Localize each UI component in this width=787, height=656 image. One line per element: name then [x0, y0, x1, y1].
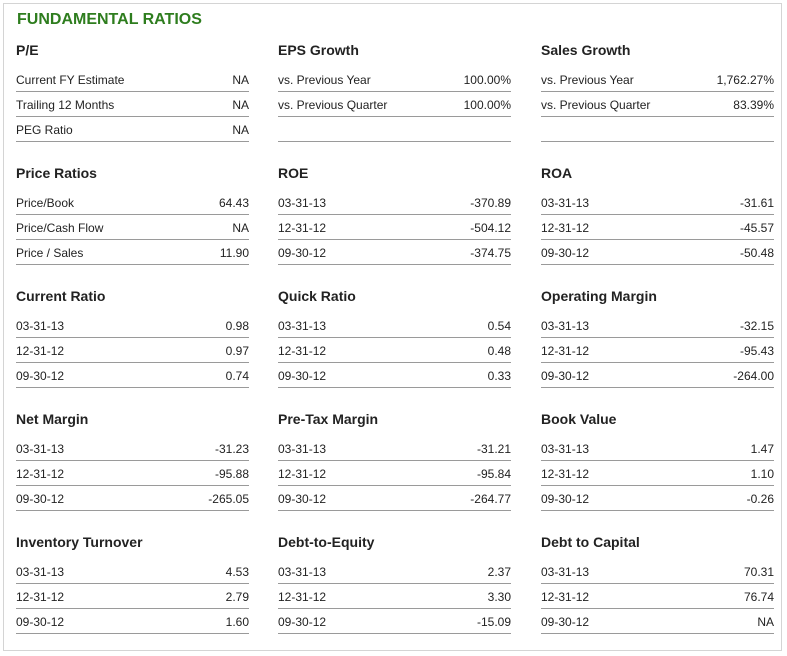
ratio-value: 4.53 [225, 565, 249, 579]
section-rows [16, 436, 249, 511]
ratio-row [541, 436, 774, 461]
ratio-row [16, 67, 249, 92]
section-rows [16, 313, 249, 388]
section-heading: Price Ratios [16, 165, 97, 181]
ratio-value: -264.77 [470, 492, 511, 506]
ratio-value: NA [232, 73, 249, 87]
section-heading: Quick Ratio [278, 288, 356, 304]
section-rows [278, 190, 511, 265]
ratio-row [541, 92, 774, 117]
ratio-value: 0.98 [225, 319, 249, 333]
section-heading: Pre-Tax Margin [278, 411, 379, 427]
ratio-row [16, 363, 249, 388]
ratio-row [16, 92, 249, 117]
ratio-label: 09-30-12 [541, 369, 590, 383]
ratio-label: Trailing 12 Months [16, 98, 115, 112]
ratio-row [16, 190, 249, 215]
ratio-label: 12-31-12 [278, 344, 327, 358]
ratio-value: 2.37 [487, 565, 511, 579]
section-heading: P/E [16, 42, 39, 58]
ratio-label: 12-31-12 [278, 467, 327, 481]
ratio-label: 09-30-12 [541, 246, 590, 260]
ratio-label: 12-31-12 [16, 344, 65, 358]
ratio-label: 03-31-13 [541, 565, 590, 579]
ratio-row [541, 215, 774, 240]
ratio-value: -95.84 [476, 467, 511, 481]
ratio-value: NA [232, 123, 249, 137]
ratio-value: 0.97 [225, 344, 249, 358]
ratio-row [16, 486, 249, 511]
ratio-label: PEG Ratio [16, 123, 73, 137]
ratio-value: 100.00% [463, 73, 511, 87]
ratio-value: 0.48 [487, 344, 511, 358]
ratio-label: 03-31-13 [278, 565, 327, 579]
ratio-value: 64.43 [218, 196, 249, 210]
ratio-label: 09-30-12 [16, 615, 65, 629]
ratio-label: vs. Previous Year [541, 73, 634, 87]
ratio-label: 12-31-12 [278, 590, 327, 604]
section-rows [278, 67, 511, 142]
section-rows [541, 559, 774, 634]
ratio-row [541, 313, 774, 338]
ratio-label: vs. Previous Quarter [278, 98, 388, 112]
ratio-label: 09-30-12 [278, 246, 327, 260]
ratio-label: 12-31-12 [541, 467, 590, 481]
ratio-row [278, 92, 511, 117]
ratio-value: -0.26 [746, 492, 774, 506]
ratio-row [541, 67, 774, 92]
ratio-value: -50.48 [739, 246, 774, 260]
ratio-label: 03-31-13 [541, 442, 590, 456]
ratio-label: 03-31-13 [278, 442, 327, 456]
ratio-row [541, 559, 774, 584]
ratio-row [278, 584, 511, 609]
ratio-row [278, 313, 511, 338]
section-rows [16, 67, 249, 142]
ratio-row [541, 240, 774, 265]
ratio-value: -265.05 [208, 492, 249, 506]
ratio-value: -45.57 [739, 221, 774, 235]
ratio-row [278, 190, 511, 215]
section-rows [541, 190, 774, 265]
section-rows [541, 436, 774, 511]
ratio-row [16, 215, 249, 240]
ratio-row [278, 436, 511, 461]
ratio-row [278, 117, 511, 142]
ratio-row [541, 461, 774, 486]
section-rows [16, 190, 249, 265]
section-heading: Debt to Capital [541, 534, 640, 550]
section-heading: Current Ratio [16, 288, 106, 304]
ratio-row [278, 215, 511, 240]
section-heading: Sales Growth [541, 42, 631, 58]
ratio-row [541, 117, 774, 142]
ratio-value: 70.31 [743, 565, 774, 579]
ratio-value: -374.75 [470, 246, 511, 260]
ratio-value: 0.74 [225, 369, 249, 383]
ratio-row [16, 559, 249, 584]
ratio-value: -504.12 [470, 221, 511, 235]
ratio-label: Price / Sales [16, 246, 84, 260]
ratio-label: 09-30-12 [16, 492, 65, 506]
section-rows [16, 559, 249, 634]
ratio-row [16, 313, 249, 338]
ratio-label: 09-30-12 [278, 369, 327, 383]
ratio-row [541, 486, 774, 511]
ratio-value: 0.54 [487, 319, 511, 333]
ratio-label: 09-30-12 [541, 492, 590, 506]
section-heading: EPS Growth [278, 42, 359, 58]
ratio-row [278, 559, 511, 584]
ratio-label: vs. Previous Quarter [541, 98, 651, 112]
ratio-label: 09-30-12 [278, 615, 327, 629]
section-heading: ROE [278, 165, 309, 181]
ratio-row [16, 461, 249, 486]
ratio-label: 12-31-12 [278, 221, 327, 235]
ratio-row [278, 338, 511, 363]
ratio-value: 1.10 [750, 467, 774, 481]
section-rows [278, 313, 511, 388]
ratios-grid [4, 4, 781, 650]
ratio-value: 1.60 [225, 615, 249, 629]
ratio-value: NA [232, 221, 249, 235]
ratio-label: Price/Cash Flow [16, 221, 104, 235]
ratio-row [541, 363, 774, 388]
ratio-value: 76.74 [743, 590, 774, 604]
ratio-row [16, 117, 249, 142]
section-heading: Debt-to-Equity [278, 534, 375, 550]
ratio-value: -264.00 [733, 369, 774, 383]
ratio-row [278, 486, 511, 511]
ratio-label: 03-31-13 [541, 319, 590, 333]
ratio-value: 3.30 [487, 590, 511, 604]
ratio-value: -31.61 [739, 196, 774, 210]
ratio-label: 12-31-12 [541, 221, 590, 235]
ratio-row [16, 436, 249, 461]
ratio-label: vs. Previous Year [278, 73, 371, 87]
ratio-value: -95.43 [739, 344, 774, 358]
ratio-label: 12-31-12 [541, 344, 590, 358]
ratio-value: NA [757, 615, 774, 629]
ratio-row [278, 609, 511, 634]
panel-title: FUNDAMENTAL RATIOS [17, 11, 202, 28]
ratio-value: 100.00% [463, 98, 511, 112]
ratio-value: -31.23 [214, 442, 249, 456]
section-heading: Book Value [541, 411, 617, 427]
ratio-value: -370.89 [470, 196, 511, 210]
ratio-label: 03-31-13 [16, 565, 65, 579]
ratio-label: 12-31-12 [541, 590, 590, 604]
ratio-label: 12-31-12 [16, 467, 65, 481]
ratio-label: 03-31-13 [16, 442, 65, 456]
ratio-label: 09-30-12 [541, 615, 590, 629]
ratio-row [16, 584, 249, 609]
ratio-value: -31.21 [476, 442, 511, 456]
ratio-value: -32.15 [739, 319, 774, 333]
ratio-value: 1,762.27% [716, 73, 774, 87]
ratio-label: 12-31-12 [16, 590, 65, 604]
section-rows [278, 559, 511, 634]
ratio-row [541, 609, 774, 634]
section-heading: Net Margin [16, 411, 89, 427]
ratio-row [278, 461, 511, 486]
ratio-label: 03-31-13 [16, 319, 65, 333]
ratio-value: 1.47 [750, 442, 774, 456]
ratio-value: 11.90 [219, 246, 249, 260]
ratio-value: -95.88 [214, 467, 249, 481]
ratio-row [541, 190, 774, 215]
ratio-row [541, 338, 774, 363]
ratio-row [16, 609, 249, 634]
section-rows [541, 67, 774, 142]
ratio-label: 03-31-13 [278, 319, 327, 333]
ratio-label: 03-31-13 [278, 196, 327, 210]
section-heading: Inventory Turnover [16, 534, 143, 550]
section-rows [278, 436, 511, 511]
ratio-label: 09-30-12 [278, 492, 327, 506]
section-heading: ROA [541, 165, 573, 181]
ratio-row [16, 240, 249, 265]
ratio-row [278, 240, 511, 265]
ratio-row [16, 338, 249, 363]
ratio-row [541, 584, 774, 609]
ratio-value: -15.09 [476, 615, 511, 629]
ratio-value: NA [232, 98, 249, 112]
ratio-label: Price/Book [16, 196, 75, 210]
section-rows [541, 313, 774, 388]
fundamental-ratios-panel [3, 3, 782, 651]
ratio-label: 03-31-13 [541, 196, 590, 210]
section-heading: Operating Margin [541, 288, 657, 304]
ratio-value: 0.33 [487, 369, 511, 383]
ratio-label: Current FY Estimate [16, 73, 125, 87]
ratio-row [278, 363, 511, 388]
ratio-value: 2.79 [225, 590, 249, 604]
ratio-value: 83.39% [733, 98, 774, 112]
ratio-row [278, 67, 511, 92]
ratio-label: 09-30-12 [16, 369, 65, 383]
